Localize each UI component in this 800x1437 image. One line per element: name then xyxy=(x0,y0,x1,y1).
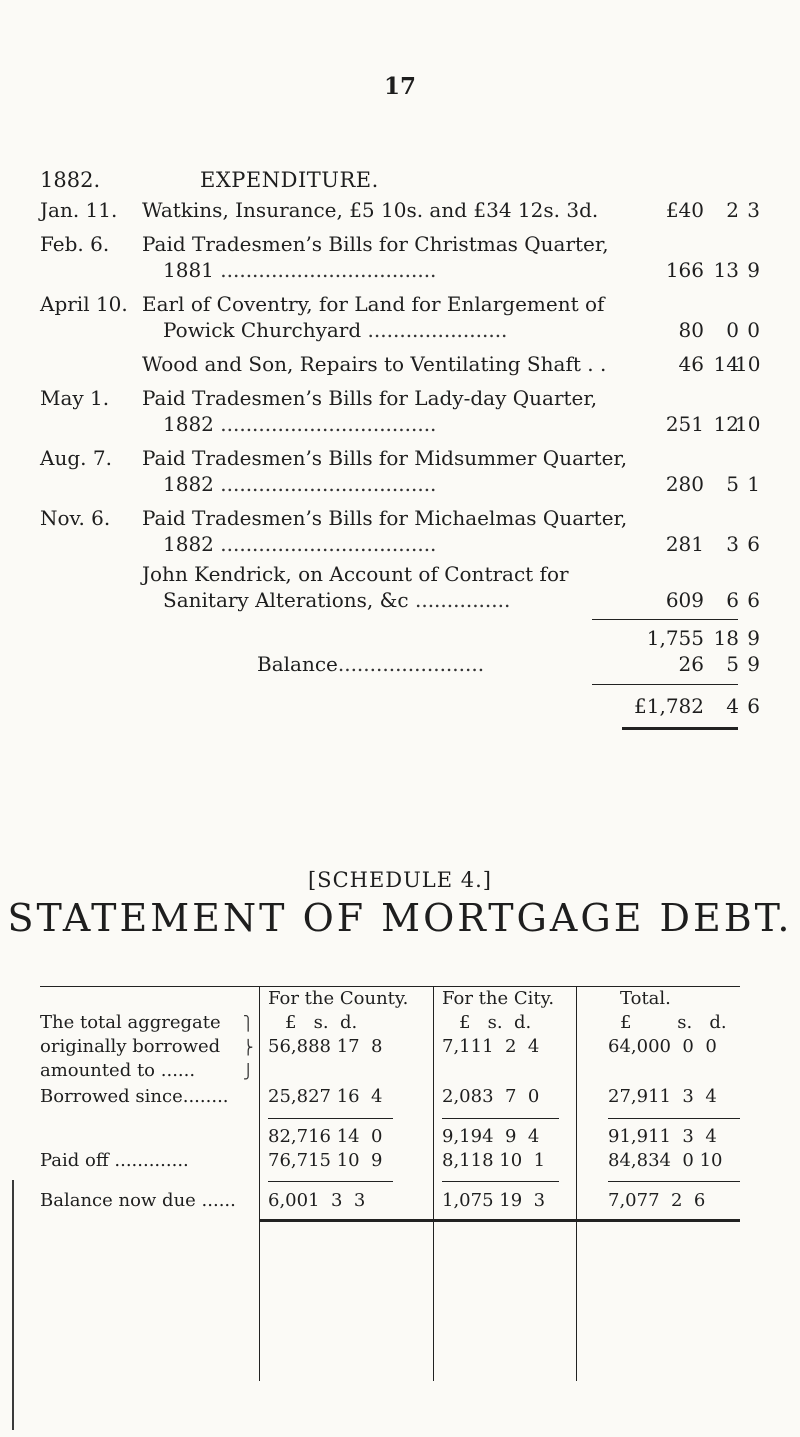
units-city: £ s. d. xyxy=(459,1012,532,1033)
cell-city: 8,118 10 1 xyxy=(442,1150,546,1171)
entry-pounds: 609 xyxy=(665,588,704,612)
row-label: originally borrowed xyxy=(40,1036,221,1057)
entry-pounds: 166 xyxy=(665,258,704,282)
expenditure-title: EXPENDITURE. xyxy=(200,168,379,192)
balance-pounds: 26 xyxy=(678,652,704,676)
leader-dots: ............... xyxy=(408,588,511,612)
table-bottom-rule xyxy=(259,1219,740,1222)
entry-description-cont: 1882 xyxy=(163,472,214,496)
cell-city: 7,111 2 4 xyxy=(442,1036,540,1057)
entry-shillings: 3 xyxy=(726,532,739,556)
cell-city: 1,075 19 3 xyxy=(442,1190,546,1211)
row-label: Balance now due ...... xyxy=(40,1190,236,1211)
entry-date: Aug. 7. xyxy=(40,446,112,470)
entry-description: Earl of Coventry, for Land for Enlargement of xyxy=(142,292,605,316)
balance-shillings: 5 xyxy=(726,652,739,676)
leader-dots: .................................. xyxy=(213,412,437,436)
diff-rule xyxy=(268,1181,393,1182)
entry-pounds: £40 xyxy=(665,198,704,222)
cell-county: 6,001 3 3 xyxy=(268,1190,366,1211)
statement-title: STATEMENT OF MORTGAGE DEBT. xyxy=(7,896,793,940)
cell-county: 82,716 14 0 xyxy=(268,1126,383,1147)
row-label: The total aggregate xyxy=(40,1012,221,1033)
expenditure-year: 1882. xyxy=(40,168,101,192)
column-divider xyxy=(433,986,434,1381)
total-shillings: 4 xyxy=(726,694,739,718)
entry-shillings: 12 xyxy=(713,412,739,436)
entry-description-cont: Sanitary Alterations, &c xyxy=(163,588,409,612)
entry-description-cont: Powick Churchyard xyxy=(163,318,362,342)
entry-pounds: 280 xyxy=(665,472,704,496)
entry-date: May 1. xyxy=(40,386,110,410)
leader-dots: ....................... xyxy=(337,652,485,676)
subtotal-shillings: 18 xyxy=(713,626,739,650)
entry-description: Wood and Son, Repairs to Ventilating Shaft . . xyxy=(142,352,607,376)
cell-county: 56,888 17 8 xyxy=(268,1036,383,1057)
scan-edge-line xyxy=(12,1180,14,1430)
entry-pounds: 80 xyxy=(678,318,704,342)
entry-pence: 9 xyxy=(747,258,760,282)
cell-total: 91,911 3 4 xyxy=(608,1126,717,1147)
page-number: 17 xyxy=(383,73,416,100)
total-pounds: £1,782 xyxy=(634,694,704,718)
leader-dots: .................................. xyxy=(213,472,437,496)
entry-description: John Kendrick, on Account of Contract for xyxy=(142,562,569,586)
entry-description: Paid Tradesmen’s Bills for Christmas Quarter, xyxy=(142,232,609,256)
units-total: £ s. d. xyxy=(620,1012,727,1033)
entry-date: Feb. 6. xyxy=(40,232,110,256)
leader-dots: .................................. xyxy=(213,532,437,556)
row-label: amounted to ...... xyxy=(40,1060,196,1081)
cell-county: 76,715 10 9 xyxy=(268,1150,383,1171)
entry-pence: 6 xyxy=(747,588,760,612)
entry-description-cont: 1882 xyxy=(163,532,214,556)
row-label: Paid off ............. xyxy=(40,1150,189,1171)
schedule-label: [SCHEDULE 4.] xyxy=(307,868,492,892)
cell-city: 2,083 7 0 xyxy=(442,1086,540,1107)
entry-pence: 6 xyxy=(747,532,760,556)
diff-rule xyxy=(442,1181,559,1182)
entry-pounds: 251 xyxy=(665,412,704,436)
total-pence: 6 xyxy=(747,694,760,718)
subtotal-pence: 9 xyxy=(747,626,760,650)
entry-pounds: 46 xyxy=(678,352,704,376)
entry-shillings: 6 xyxy=(726,588,739,612)
leader-dots: ...................... xyxy=(361,318,508,342)
entry-description-cont: 1882 xyxy=(163,412,214,436)
brace: ⎫ ⎬ ⎭ xyxy=(243,1016,254,1080)
table-top-rule xyxy=(40,986,740,987)
header-city: For the City. xyxy=(442,988,555,1009)
entry-shillings: 5 xyxy=(726,472,739,496)
units-county: £ s. d. xyxy=(285,1012,358,1033)
balance-label: Balance xyxy=(257,652,338,676)
entry-pence: 10 xyxy=(735,412,761,436)
row-label: Borrowed since........ xyxy=(40,1086,229,1107)
entry-date: April 10. xyxy=(40,292,128,316)
cell-total: 64,000 0 0 xyxy=(608,1036,717,1057)
header-total: Total. xyxy=(620,988,671,1009)
entry-pence: 1 xyxy=(747,472,760,496)
entry-pence: 10 xyxy=(735,352,761,376)
entry-shillings: 14 xyxy=(713,352,739,376)
entry-date: Nov. 6. xyxy=(40,506,111,530)
cell-total: 84,834 0 10 xyxy=(608,1150,723,1171)
leader-dots: .................................. xyxy=(213,258,437,282)
cell-total: 27,911 3 4 xyxy=(608,1086,717,1107)
entry-date: Jan. 11. xyxy=(40,198,118,222)
entry-description-cont: 1881 xyxy=(163,258,214,282)
diff-rule xyxy=(608,1181,740,1182)
sum-rule xyxy=(608,1118,740,1119)
balance-pence: 9 xyxy=(747,652,760,676)
sum-rule xyxy=(268,1118,393,1119)
sum-rule xyxy=(442,1118,559,1119)
entry-shillings: 13 xyxy=(713,258,739,282)
cell-city: 9,194 9 4 xyxy=(442,1126,540,1147)
entry-description: Paid Tradesmen’s Bills for Michaelmas Quarter, xyxy=(142,506,628,530)
entry-pence: 0 xyxy=(747,318,760,342)
entry-description: Watkins, Insurance, £5 10s. and £34 12s. 3d. xyxy=(142,198,599,222)
column-divider xyxy=(576,986,577,1381)
entry-description: Paid Tradesmen’s Bills for Midsummer Quarter, xyxy=(142,446,628,470)
entry-description: Paid Tradesmen’s Bills for Lady-day Quarter, xyxy=(142,386,598,410)
entry-pounds: 281 xyxy=(665,532,704,556)
header-county: For the County. xyxy=(268,988,409,1009)
column-divider xyxy=(259,986,260,1381)
entry-shillings: 0 xyxy=(726,318,739,342)
entry-shillings: 2 xyxy=(726,198,739,222)
entry-pence: 3 xyxy=(747,198,760,222)
cell-total: 7,077 2 6 xyxy=(608,1190,706,1211)
cell-county: 25,827 16 4 xyxy=(268,1086,383,1107)
subtotal-pounds: 1,755 xyxy=(646,626,704,650)
